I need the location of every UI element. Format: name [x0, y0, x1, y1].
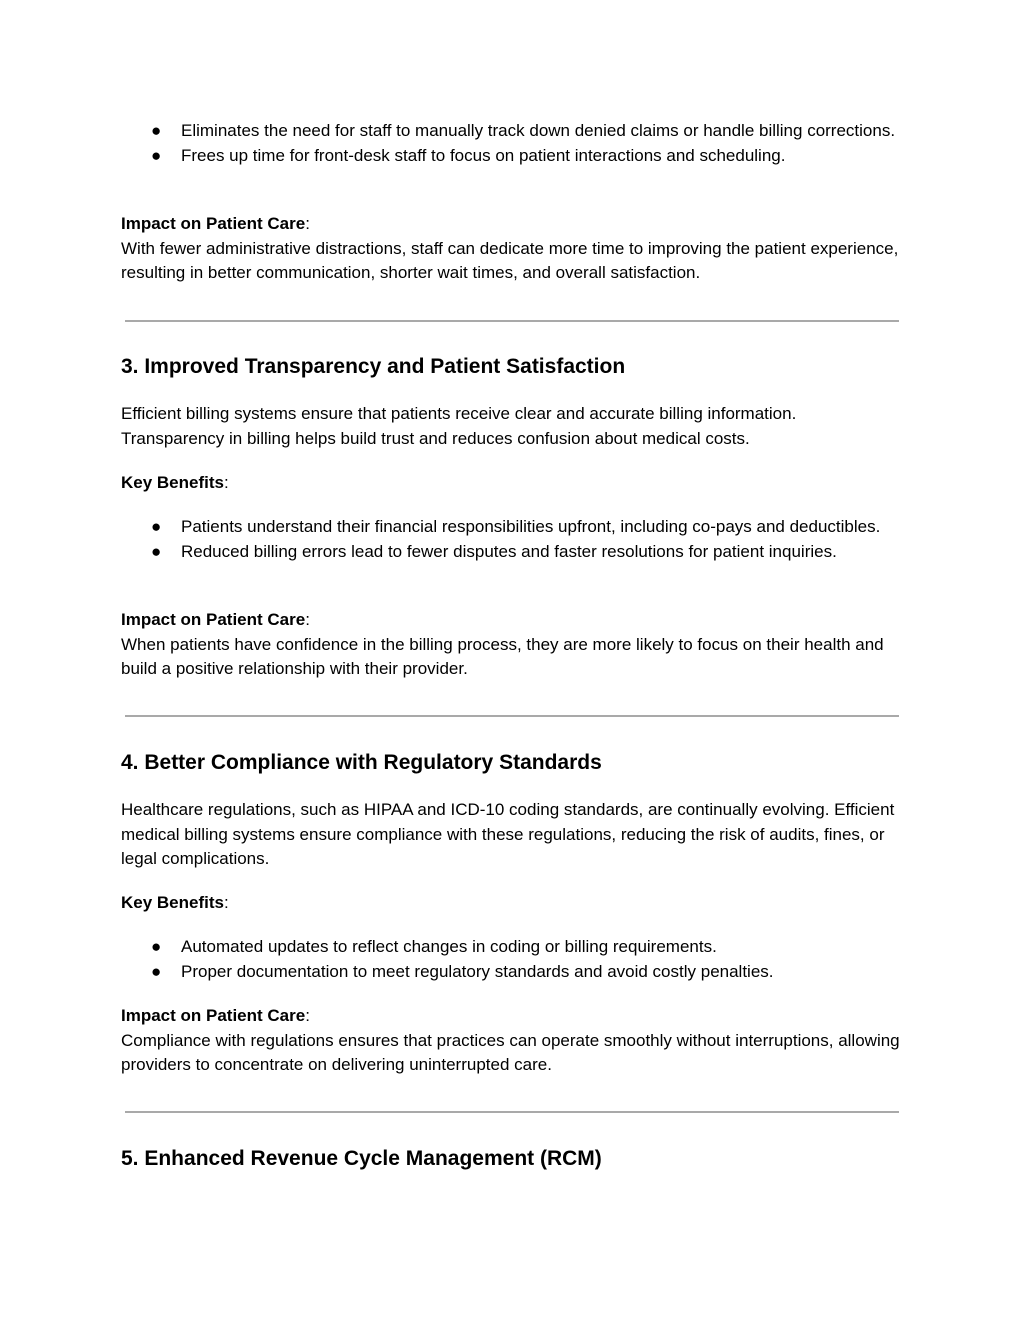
- section4-benefits-label: [121, 891, 901, 916]
- section4-bullet-list: [121, 935, 901, 984]
- impact-label: Impact on Patient Care: [121, 214, 306, 233]
- bullet-text: Patients understand their financial responsibilities upfront, including co-pays and deductibles.: [181, 517, 881, 536]
- bullet-text: Eliminates the need for staff to manually track down denied claims or handle billing corrections.: [181, 121, 896, 140]
- bullet-text: Frees up time for front-desk staff to focus on patient interactions and scheduling.: [181, 145, 786, 165]
- bullet-icon: ●: [151, 541, 162, 561]
- list-item: [121, 960, 901, 985]
- section4-impact-paragraph: [121, 1004, 901, 1078]
- impact-text: When patients have confidence in the billing process, they are more likely to focus on their health and build a positive relationship with their provider.: [121, 634, 884, 678]
- section3-benefits-label: [121, 471, 901, 496]
- bullet-text: Automated updates to reflect changes in coding or billing requirements.: [181, 937, 717, 956]
- impact-label: Impact on Patient Care: [121, 610, 306, 629]
- bullet-icon: ●: [151, 517, 162, 536]
- section2-bullet-list: [121, 119, 901, 168]
- section5-heading: 5. Enhanced Revenue Cycle Management (RCM): [121, 1147, 602, 1170]
- bullet-text: Reduced billing errors lead to fewer disputes and faster resolutions for patient inquiries.: [181, 541, 837, 561]
- section3-bullet-list: [121, 515, 901, 564]
- list-item: [121, 119, 901, 144]
- colon: :: [305, 214, 310, 233]
- impact-text: With fewer administrative distractions, staff can dedicate more time to improving the patient experience, resulting in better communication, shorter wait times, and overall satisfaction.: [121, 238, 899, 282]
- list-item: [121, 515, 901, 540]
- section4-intro: Healthcare regulations, such as HIPAA and ICD-10 coding standards, are continually evolving. Efficient medical billing systems ensure compliance with these regulations, reducing the risk of audits, fines, or legal complications.: [121, 800, 895, 868]
- impact-text: Compliance with regulations ensures that practices can operate smoothly without interruptions, allowing providers to concentrate on delivering uninterrupted care.: [121, 1030, 900, 1074]
- benefits-label: Key Benefits: [121, 473, 224, 492]
- list-item: [121, 935, 901, 960]
- bullet-icon: ●: [151, 145, 162, 165]
- section-divider: [125, 715, 899, 717]
- section2-impact-paragraph: [121, 212, 901, 286]
- section-divider: [125, 320, 899, 322]
- impact-label: Impact on Patient Care: [121, 1006, 306, 1025]
- colon: :: [305, 1006, 310, 1025]
- section4-heading: 4. Better Compliance with Regulatory Standards: [121, 751, 602, 774]
- colon: :: [223, 893, 229, 912]
- bullet-icon: ●: [151, 121, 162, 140]
- colon: :: [223, 473, 229, 492]
- colon: :: [305, 610, 310, 629]
- bullet-text: Proper documentation to meet regulatory standards and avoid costly penalties.: [181, 961, 774, 981]
- section3-impact-paragraph: [121, 608, 901, 682]
- section3-heading: 3. Improved Transparency and Patient Satisfaction: [121, 355, 626, 378]
- section-divider: [125, 1111, 899, 1113]
- section3-intro: Efficient billing systems ensure that patients receive clear and accurate billing information. Transparency in billing helps build trust and reduces confusion about medical costs.: [121, 404, 797, 448]
- bullet-icon: ●: [151, 961, 162, 981]
- list-item: [121, 540, 901, 565]
- list-item: [121, 144, 901, 169]
- benefits-label: Key Benefits: [121, 893, 224, 912]
- bullet-icon: ●: [151, 937, 162, 956]
